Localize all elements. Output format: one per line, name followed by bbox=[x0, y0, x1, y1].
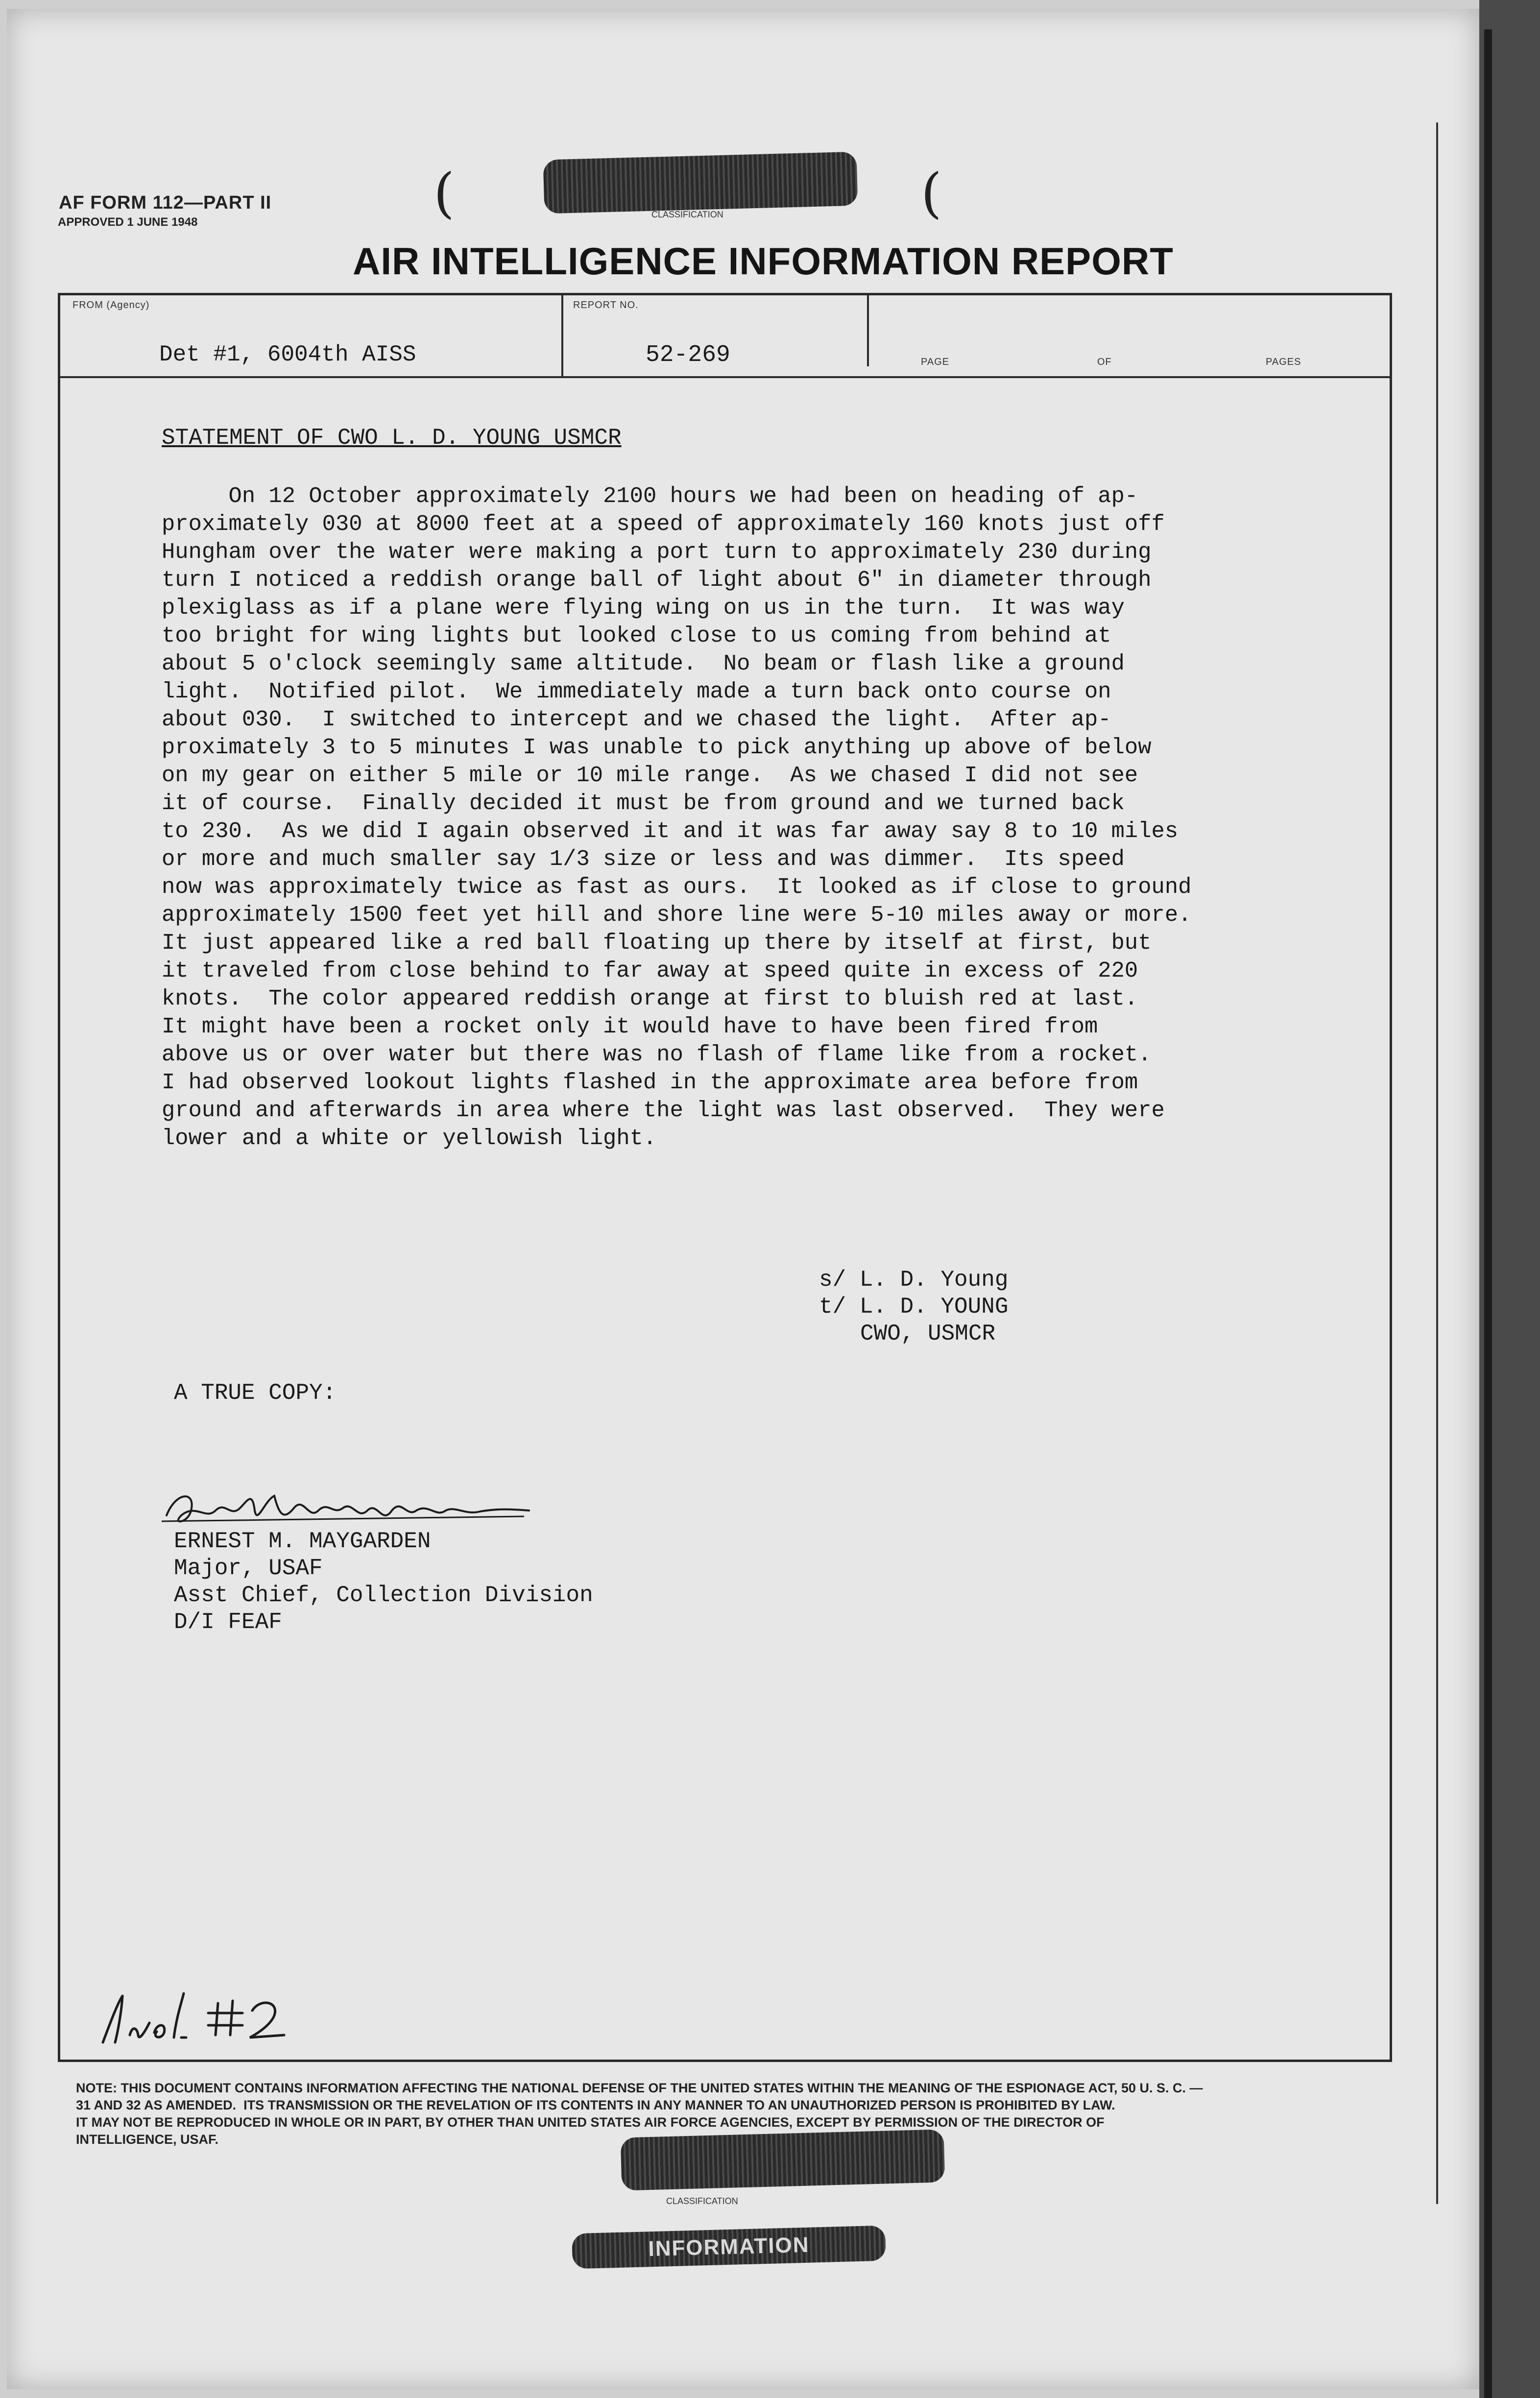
from-field-label: FROM (Agency) bbox=[72, 300, 150, 311]
statement-line: on my gear on either 5 mile or 10 mile range. As we chased I did not see bbox=[162, 763, 1138, 788]
handwritten-signature bbox=[162, 1481, 534, 1535]
statement-line: now was approximately twice as fast as ours. It looked as if close to ground bbox=[162, 874, 1192, 900]
report-number-label: REPORT NO. bbox=[573, 300, 639, 311]
notice-line: IT MAY NOT BE REPRODUCED IN WHOLE OR IN PART, BY OTHER THAN UNITED STATES AIR FORCE AGENCIES, EXCEPT BY PERMISSION OF THE DIRECTOR OF bbox=[76, 2115, 1105, 2130]
statement-line: ground and afterwards in area where the light was last observed. They were bbox=[162, 1098, 1165, 1123]
typed-line: t/ L. D. YOUNG bbox=[819, 1294, 1009, 1319]
page-label: PAGE bbox=[921, 357, 950, 367]
statement-line: Hungham over the water were making a port turn to approximately 230 during bbox=[162, 539, 1152, 565]
statement-line: about 030. I switched to intercept and we chased the light. After ap- bbox=[162, 707, 1111, 732]
statement-line: It might have been a rocket only it would have to have been fired from bbox=[162, 1014, 1098, 1039]
notice-line: INTELLIGENCE, USAF. bbox=[76, 2132, 219, 2147]
classification-stamp-top bbox=[543, 152, 858, 214]
from-field-value: Det #1, 6004th AISS bbox=[159, 342, 416, 367]
statement-line: lower and a white or yellowish light. bbox=[162, 1126, 657, 1151]
signer-name: ERNEST M. MAYGARDEN bbox=[174, 1529, 431, 1554]
statement-line: On 12 October approximately 2100 hours we had been on heading of ap- bbox=[162, 483, 1138, 509]
statement-line: knots. The color appeared reddish orange at first to bluish red at last. bbox=[162, 986, 1138, 1011]
bracket-left-mark: ( bbox=[433, 162, 455, 224]
statement-line: it of course. Finally decided it must be from ground and we turned back bbox=[162, 791, 1125, 816]
classification-label-bottom: CLASSIFICATION bbox=[666, 2196, 738, 2206]
signer-title: Asst Chief, Collection Division bbox=[174, 1583, 593, 1608]
handwritten-enclosure-note bbox=[93, 1989, 299, 2052]
approval-date: APPROVED 1 JUNE 1948 bbox=[58, 216, 198, 229]
statement-line: about 5 o'clock seemingly same altitude. No beam or flash like a ground bbox=[162, 651, 1125, 676]
pages-label: PAGES bbox=[1266, 357, 1301, 367]
statement-line: approximately 1500 feet yet hill and shore line were 5-10 miles away or more. bbox=[162, 902, 1192, 928]
scan-edge-shadow bbox=[1484, 29, 1492, 2398]
statement-line: plexiglass as if a plane were flying wing on us in the turn. It was way bbox=[162, 595, 1125, 621]
statement-line: above us or over water but there was no flash of flame like from a rocket. bbox=[162, 1042, 1152, 1067]
statement-body bbox=[162, 482, 1288, 1152]
statement-line: light. Notified pilot. We immediately made a turn back onto course on bbox=[162, 679, 1111, 704]
signer-rank: CWO, USMCR bbox=[860, 1321, 996, 1346]
statement-line: I had observed lookout lights flashed in the approximate area before from bbox=[162, 1070, 1138, 1095]
statement-line: proximately 3 to 5 minutes I was unable to pick anything up above of below bbox=[162, 735, 1152, 760]
notice-line: 31 AND 32 AS AMENDED. ITS TRANSMISSION OR THE REVELATION OF ITS CONTENTS IN ANY MANNER TO AN UNAUTHORIZED PERSON IS PROHIBITED BY LAW. bbox=[76, 2098, 1115, 2112]
statement-line: turn I noticed a reddish orange ball of light about 6" in diameter through bbox=[162, 567, 1152, 593]
statement-line: It just appeared like a red ball floating up there by itself at first, but bbox=[162, 930, 1152, 956]
statement-line: proximately 030 at 8000 feet at a speed of approximately 160 knots just off bbox=[162, 511, 1165, 537]
statement-line: or more and much smaller say 1/3 size or less and was dimmer. Its speed bbox=[162, 846, 1125, 872]
statement-line: too bright for wing lights but looked close to us coming from behind at bbox=[162, 623, 1111, 648]
classification-label-top: CLASSIFICATION bbox=[651, 210, 723, 219]
header-divider-1 bbox=[561, 293, 563, 376]
true-copy-label: A TRUE COPY: bbox=[174, 1380, 337, 1406]
bottom-information-stamp: INFORMATION bbox=[572, 2226, 886, 2269]
signed-line: s/ L. D. Young bbox=[819, 1267, 1009, 1293]
margin-rule bbox=[1436, 122, 1438, 2204]
statement-line: it traveled from close behind to far away at speed quite in excess of 220 bbox=[162, 958, 1138, 983]
classification-stamp-bottom bbox=[621, 2129, 945, 2190]
bracket-right-mark: ( bbox=[921, 162, 942, 224]
header-divider-2 bbox=[867, 293, 869, 366]
signer-org: D/I FEAF bbox=[174, 1609, 282, 1635]
form-id: AF FORM 112—PART II bbox=[59, 192, 272, 213]
notice-line: NOTE: THIS DOCUMENT CONTAINS INFORMATION AFFECTING THE NATIONAL DEFENSE OF THE UNITED STATES WITHIN THE MEANING OF THE ESPIONAGE ACT, 50 U. S. C. — bbox=[76, 2081, 1203, 2095]
report-title: AIR INTELLIGENCE INFORMATION REPORT bbox=[353, 240, 1174, 283]
true-copy-signer-block bbox=[174, 1528, 593, 1636]
statement-line: to 230. As we did I again observed it and it was far away say 8 to 10 miles bbox=[162, 818, 1179, 844]
report-number-value: 52-269 bbox=[646, 342, 730, 368]
header-rule bbox=[58, 376, 1390, 378]
of-label: OF bbox=[1097, 357, 1112, 367]
statement-heading: STATEMENT OF CWO L. D. YOUNG USMCR bbox=[162, 425, 622, 451]
signature-block bbox=[819, 1267, 1008, 1347]
signer-rank-usaf: Major, USAF bbox=[174, 1556, 323, 1581]
